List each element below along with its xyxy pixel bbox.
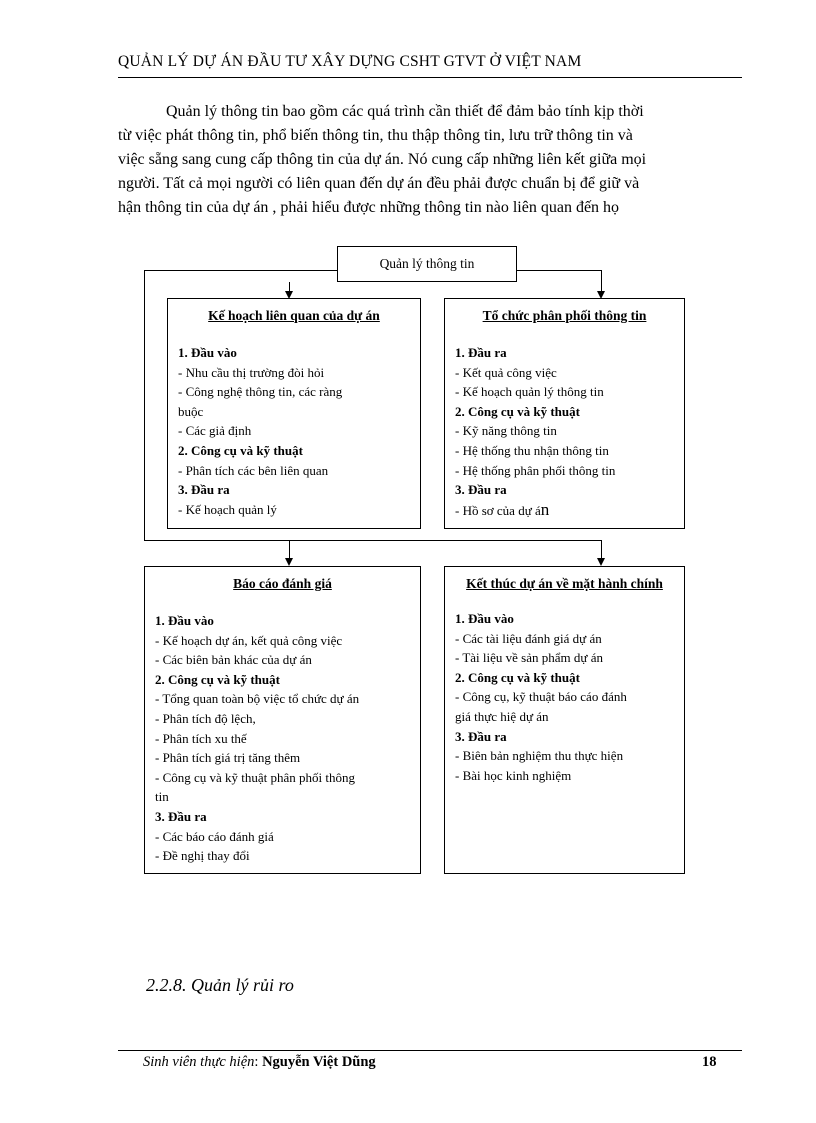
box-line: tin <box>155 789 169 805</box>
box-line: - Các báo cáo đánh giá <box>155 828 274 844</box>
box-line: - Các biên bản khác của dự án <box>155 652 312 668</box>
footer-author <box>143 1054 376 1071</box>
footer-rule <box>118 1050 742 1051</box>
box-line: - Kế hoạch quản lý thông tin <box>455 384 604 400</box>
box-line: - Phân tích xu thế <box>155 730 247 746</box>
box-line: - Công cụ và kỹ thuật phân phối thông <box>155 769 356 785</box>
intro-paragraph <box>118 100 742 220</box>
arrow-icon <box>285 558 293 566</box>
box-line: - Bài học kinh nghiệm <box>455 767 572 783</box>
box-evaluation-report <box>144 566 421 874</box>
box-line <box>455 500 674 521</box>
box-title: Kế hoạch liên quan của dự án <box>208 308 380 323</box>
box-title: Tổ chức phân phối thông tin <box>482 308 647 323</box>
page-number: 18 <box>702 1054 717 1070</box>
box-line: 2. Công cụ và kỹ thuật <box>455 669 580 685</box>
box-line-text: - Hồ sơ của dự á <box>455 502 541 518</box>
header-rule <box>118 77 742 78</box>
box-line: 3. Đầu ra <box>455 482 507 498</box>
box-line-suffix: n <box>540 499 550 519</box>
paragraph-line: từ việc phát thông tin, phổ biến thông tin, thu thập thông tin, lưu trữ thông tin và <box>118 127 633 144</box>
box-info-distribution <box>444 298 685 529</box>
connector-line <box>144 270 145 541</box>
box-line: - Đề nghị thay đổi <box>155 848 250 864</box>
box-line: - Hệ thống phân phối thông tin <box>455 462 616 478</box>
box-line: 3. Đầu ra <box>155 808 207 824</box>
box-line: - Biên bản nghiệm thu thực hiện <box>455 748 624 764</box>
box-line: - Phân tích độ lệch, <box>155 710 256 726</box>
box-line: - Hệ thống thu nhận thông tin <box>455 442 609 458</box>
diagram-root-box: Quản lý thông tin <box>337 246 517 282</box>
footer-label: Sinh viên thực hiện <box>143 1054 255 1070</box>
running-header: QUẢN LÝ DỰ ÁN ĐẦU TƯ XÂY DỰNG CSHT GTVT Ở VIỆT NAM <box>118 53 582 70</box>
paragraph-line: người. Tất cả mọi người có liên quan đến dự án đều phải được chuẩn bị để giữ và <box>118 175 640 192</box>
connector-line <box>601 270 602 292</box>
box-line: - Tài liệu về sản phẩm dự án <box>455 650 603 666</box>
box-line: 2. Công cụ và kỹ thuật <box>455 403 580 419</box>
box-line: 3. Đầu ra <box>455 728 507 744</box>
arrow-icon <box>597 558 605 566</box>
box-line: - Kỹ năng thông tin <box>455 423 557 439</box>
box-line: - Nhu cầu thị trường đòi hỏi <box>178 364 325 380</box>
box-line: - Phân tích các bên liên quan <box>178 462 329 478</box>
box-line: - Công cụ, kỹ thuật báo cáo đánh <box>455 689 627 705</box>
box-line: - Kế hoạch dự án, kết quả công việc <box>155 632 343 648</box>
connector-line <box>601 540 602 559</box>
connector-line <box>289 540 290 559</box>
box-line: giá thực hiệ dự án <box>455 708 549 724</box>
box-title: Báo cáo đánh giá <box>233 576 332 591</box>
box-line: - Tổng quan toàn bộ việc tổ chức dự án <box>155 691 360 707</box>
box-line: 1. Đầu vào <box>455 611 514 626</box>
box-administrative-closure <box>444 566 685 874</box>
box-line: - Các tài liệu đánh giá dự án <box>455 630 602 646</box>
paragraph-line: việc sẵng sang cung cấp thông tin của dự án. Nó cung cấp những liên kết giữa mọi <box>118 151 647 168</box>
author-name: Nguyễn Việt Dũng <box>262 1054 376 1070</box>
box-line: 3. Đầu ra <box>178 482 230 498</box>
box-line: - Kế hoạch quản lý <box>178 501 277 517</box>
box-title: Kết thúc dự án về mặt hành chính <box>466 576 663 591</box>
box-line: 1. Đầu ra <box>455 345 507 360</box>
box-line: 1. Đầu vào <box>155 613 214 628</box>
paragraph-line: Quản lý thông tin bao gồm các quá trình cần thiết để đảm bảo tính kịp thời <box>166 103 644 120</box>
box-line: 1. Đầu vào <box>178 345 237 360</box>
box-line: - Phân tích giá trị tăng thêm <box>155 750 301 766</box>
box-line: - Các giả định <box>178 423 252 439</box>
box-line: 2. Công cụ và kỹ thuật <box>155 671 280 687</box>
box-line: buộc <box>178 403 204 419</box>
section-heading: 2.2.8. Quản lý rủi ro <box>146 975 294 995</box>
paragraph-line: hận thông tin của dự án , phải hiểu được những thông tin nào liên quan đến họ <box>118 199 620 216</box>
box-line: - Kết quả công việc <box>455 364 557 380</box>
connector-line <box>517 270 602 271</box>
footer-separator: : <box>254 1054 263 1070</box>
connector-line <box>144 270 337 271</box>
box-line: - Công nghệ thông tin, các ràng <box>178 384 343 400</box>
box-line: 2. Công cụ và kỹ thuật <box>178 442 303 458</box>
box-project-plan <box>167 298 421 529</box>
connector-line <box>144 540 602 541</box>
